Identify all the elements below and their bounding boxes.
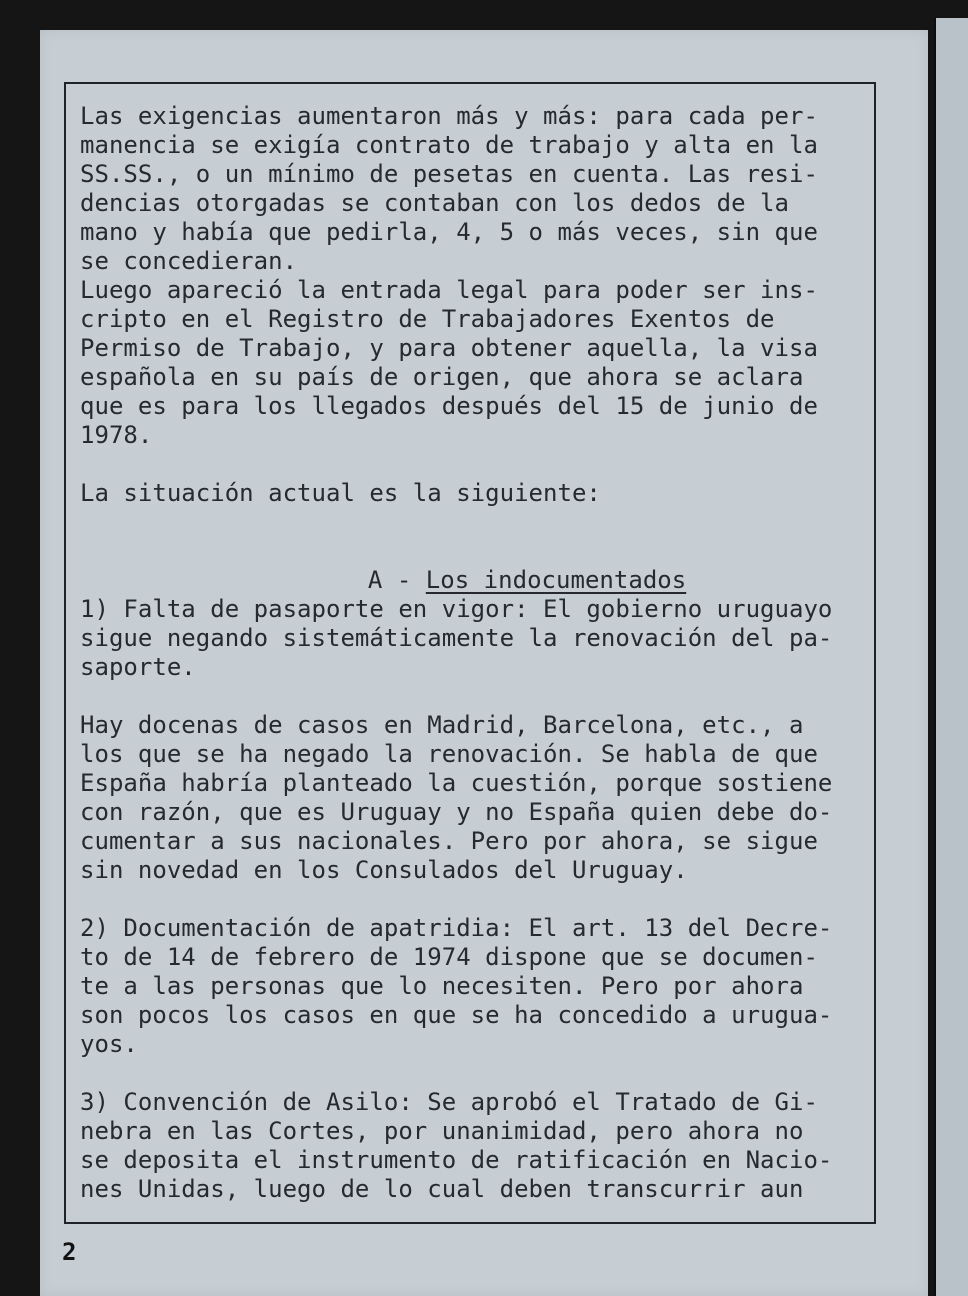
- section-heading-prefix: A -: [367, 566, 426, 594]
- document-line: saporte.: [80, 653, 196, 681]
- document-line: dencias otorgadas se contaban con los dedos de la: [80, 189, 789, 217]
- document-line: SS.SS., o un mínimo de pesetas en cuenta. Las resi-: [80, 160, 818, 188]
- paragraph-gap: [80, 682, 870, 711]
- paragraph-gap: [80, 450, 870, 479]
- document-line: sigue negando sistemáticamente la renovación del pa-: [80, 624, 833, 652]
- document-line: Hay docenas de casos en Madrid, Barcelona, etc., a: [80, 711, 804, 739]
- page-number: 2: [62, 1238, 77, 1266]
- document-line: España habría planteado la cuestión, porque sostiene: [80, 769, 833, 797]
- paragraph-gap: [80, 508, 870, 537]
- document-line: manencia se exigía contrato de trabajo y alta en la: [80, 131, 818, 159]
- document-line: que es para los llegados después del 15 de junio de: [80, 392, 818, 420]
- document-line: nebra en las Cortes, por unanimidad, pero ahora no: [80, 1117, 804, 1145]
- document-line: nes Unidas, luego de lo cual deben transcurrir aun: [80, 1175, 804, 1203]
- document-line: yos.: [80, 1030, 138, 1058]
- section-heading-text: Los indocumentados: [425, 566, 687, 594]
- paragraph-gap: [80, 1059, 870, 1088]
- document-line: se concedieran.: [80, 247, 298, 275]
- document-line: los que se ha negado la renovación. Se habla de que: [80, 740, 818, 768]
- document-line: 2) Documentación de apatridia: El art. 13 del Decre-: [80, 914, 833, 942]
- document-line: 1978.: [80, 421, 153, 449]
- paragraph-gap: [80, 885, 870, 914]
- document-line: 1) Falta de pasaporte en vigor: El gobierno uruguayo: [80, 595, 833, 623]
- document-line: 3) Convención de Asilo: Se aprobó el Tratado de Gi-: [80, 1088, 818, 1116]
- document-line: Las exigencias aumentaron más y más: para cada per-: [80, 102, 818, 130]
- document-line: Permiso de Trabajo, y para obtener aquella, la visa: [80, 334, 818, 362]
- section-heading: [310, 537, 870, 594]
- document-text-block: [80, 102, 870, 1204]
- document-line: La situación actual es la siguiente:: [80, 479, 601, 507]
- document-line: sin novedad en los Consulados del Uruguay.: [80, 856, 688, 884]
- adjacent-page-edge: [934, 18, 968, 1296]
- document-line: cripto en el Registro de Trabajadores Exentos de: [80, 305, 775, 333]
- document-line: Luego apareció la entrada legal para poder ser ins-: [80, 276, 818, 304]
- document-line: to de 14 de febrero de 1974 dispone que se documen-: [80, 943, 818, 971]
- document-line: se deposita el instrumento de ratificación en Nacio-: [80, 1146, 833, 1174]
- document-line: con razón, que es Uruguay y no España quien debe do-: [80, 798, 833, 826]
- document-line: española en su país de origen, que ahora se aclara: [80, 363, 804, 391]
- document-line: cumentar a sus nacionales. Pero por ahora, se sigue: [80, 827, 818, 855]
- document-line: son pocos los casos en que se ha concedido a urugua-: [80, 1001, 833, 1029]
- document-line: te a las personas que lo necesiten. Pero por ahora: [80, 972, 804, 1000]
- document-line: mano y había que pedirla, 4, 5 o más veces, sin que: [80, 218, 818, 246]
